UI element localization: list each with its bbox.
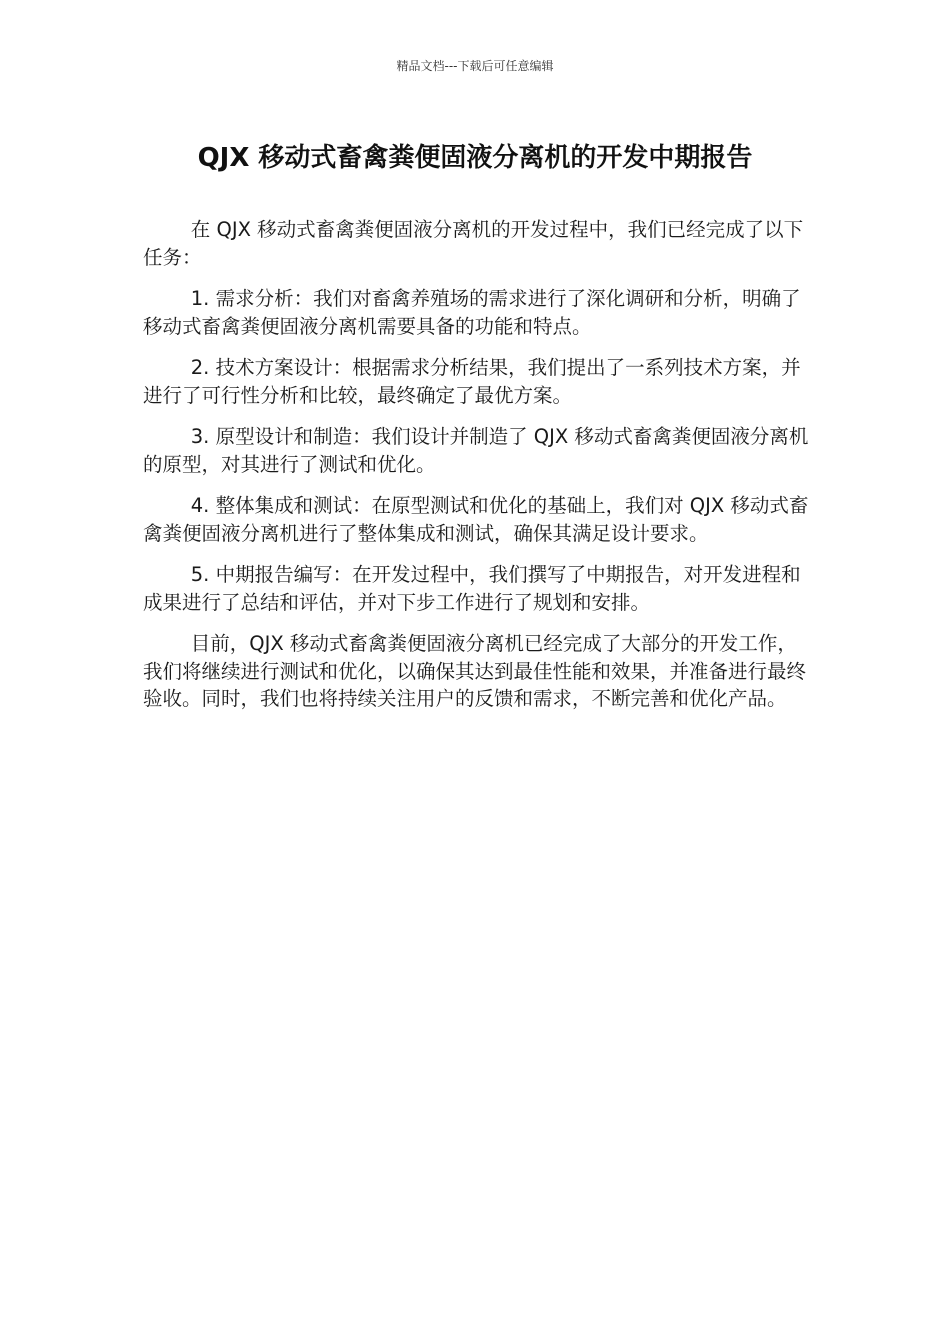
summary-paragraph: 目前，QJX 移动式畜禽粪便固液分离机已经完成了大部分的开发工作，我们将继续进行测试和优化，以确保其达到最佳性能和效果，并准备进行最终验收。同时，我们也将持续关注用户的反馈和需求，不断完善和优化产品。	[143, 632, 807, 710]
document-title: QJX 移动式畜禽粪便固液分离机的开发中期报告	[197, 143, 753, 173]
task-paragraph-requirements: 1. 需求分析：我们对畜禽养殖场的需求进行了深化调研和分析，明确了移动式畜禽粪便固液分离机需要具备的功能和特点。	[143, 287, 801, 338]
task-paragraph-report: 5. 中期报告编写：在开发过程中，我们撰写了中期报告，对开发进程和成果进行了总结和评估，并对下步工作进行了规划和安排。	[143, 563, 801, 614]
task-paragraph-integration: 4. 整体集成和测试：在原型测试和优化的基础上，我们对 QJX 移动式畜禽粪便固液分离机进行了整体集成和测试，确保其满足设计要求。	[143, 494, 809, 545]
document-body	[143, 216, 811, 727]
intro-paragraph: 在 QJX 移动式畜禽粪便固液分离机的开发过程中，我们已经完成了以下任务：	[143, 218, 804, 269]
task-paragraph-design: 2. 技术方案设计：根据需求分析结果，我们提出了一系列技术方案，并进行了可行性分析和比较，最终确定了最优方案。	[143, 356, 801, 407]
task-paragraph-prototype: 3. 原型设计和制造：我们设计并制造了 QJX 移动式畜禽粪便固液分离机的原型，对其进行了测试和优化。	[143, 425, 809, 476]
header-note: 精品文档---下载后可任意编辑	[396, 59, 554, 73]
